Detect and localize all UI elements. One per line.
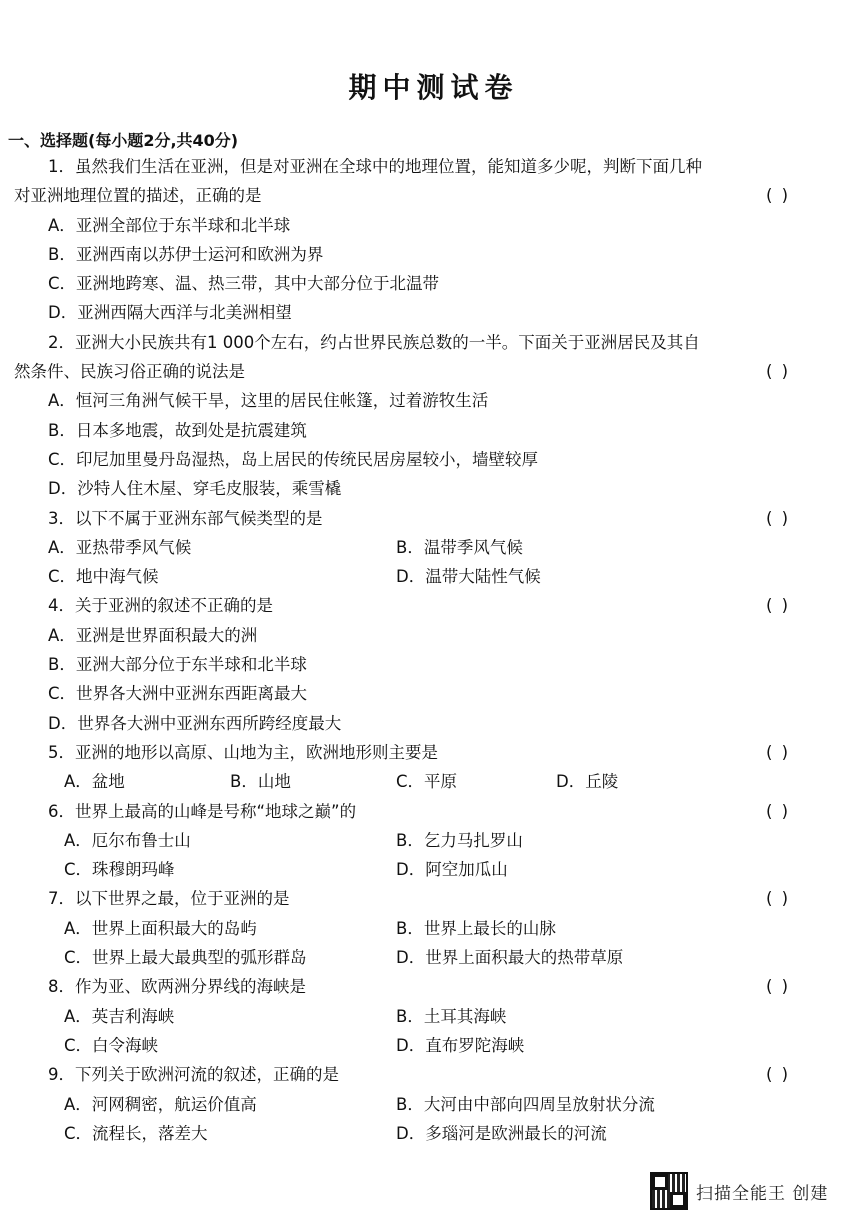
- option-a: A．恒河三角洲气候干旱，这里的居民住帐篷，过着游牧生活: [48, 391, 489, 411]
- question-2-stem-text: 然条件、民族习俗正确的说法是: [14, 362, 245, 382]
- question-5-stem: [0, 738, 867, 767]
- option-row: [0, 1119, 867, 1148]
- answer-blank: ( ): [766, 508, 791, 528]
- question-1-stem: 1．虽然我们生活在亚洲，但是对亚洲在全球中的地理位置，能知道多少呢，判断下面几种: [48, 157, 702, 176]
- option-c: C．珠穆朗玛峰: [64, 860, 175, 880]
- option-d: D．多瑙河是欧洲最长的河流: [396, 1123, 607, 1143]
- option-c: C．白令海峡: [64, 1035, 159, 1055]
- question-4-stem: [0, 591, 867, 620]
- option-c: C．亚洲地跨寒、温、热三带，其中大部分位于北温带: [48, 274, 440, 294]
- question-8-stem: [0, 972, 867, 1001]
- question-list: [0, 152, 867, 1148]
- option-a: A．亚热带季风气候: [48, 537, 192, 557]
- option-c: C．平原: [396, 772, 458, 792]
- option-row: [0, 855, 867, 884]
- option-row: [0, 1002, 867, 1031]
- question-3-stem: [0, 504, 867, 533]
- option-row: [0, 1090, 867, 1119]
- question-1-stem-text: 对亚洲地理位置的描述，正确的是: [14, 186, 262, 206]
- option-b: B．乞力马扎罗山: [396, 830, 523, 850]
- option-b: B．世界上最长的山脉: [396, 918, 556, 938]
- question-9-stem-text: 9．下列关于欧洲河流的叙述，正确的是: [48, 1065, 339, 1085]
- question-7-stem: [0, 884, 867, 913]
- option-d: D．直布罗陀海峡: [396, 1035, 525, 1055]
- answer-blank: ( ): [766, 596, 791, 616]
- option-d: D．世界各大洲中亚洲东西所跨经度最大: [48, 713, 342, 733]
- option-row: [0, 914, 867, 943]
- option-d: D．丘陵: [556, 772, 619, 792]
- option-row: [0, 562, 867, 591]
- option-a: A．英吉利海峡: [64, 1006, 175, 1026]
- option-row: [0, 767, 867, 796]
- page-title: 期中测试卷: [348, 71, 519, 104]
- option-d: D．温带大陆性气候: [396, 567, 541, 587]
- question-9-stem: [0, 1060, 867, 1089]
- option-d: D．亚洲西隔大西洋与北美洲相望: [48, 303, 292, 323]
- option-a: A．亚洲是世界面积最大的洲: [48, 625, 258, 645]
- question-2-stem-cont: [0, 357, 867, 386]
- question-7-stem-text: 7．以下世界之最，位于亚洲的是: [48, 889, 290, 909]
- option-row: [0, 826, 867, 855]
- option-c: C．世界上最大最典型的弧形群岛: [64, 948, 307, 968]
- option-b: B．山地: [230, 772, 291, 792]
- answer-blank: ( ): [766, 362, 791, 382]
- option-c: C．世界各大洲中亚洲东西距离最大: [48, 684, 308, 704]
- answer-blank: ( ): [766, 742, 791, 762]
- answer-blank: ( ): [766, 889, 791, 909]
- option-c: C．地中海气候: [48, 567, 159, 587]
- question-3-stem-text: 3．以下不属于亚洲东部气候类型的是: [48, 508, 323, 528]
- option-d: D．世界上面积最大的热带草原: [396, 948, 624, 968]
- option-c: C．印尼加里曼丹岛湿热，岛上居民的传统民居房屋较小，墙壁较厚: [48, 449, 539, 469]
- option-a: A．河网稠密，航运价值高: [64, 1094, 257, 1114]
- option-a: A．世界上面积最大的岛屿: [64, 918, 257, 938]
- question-1-stem-cont: [0, 181, 867, 210]
- option-c: C．流程长，落差大: [64, 1123, 208, 1143]
- option-b: B．亚洲大部分位于东半球和北半球: [48, 655, 307, 675]
- answer-blank: ( ): [766, 186, 791, 206]
- question-8-stem-text: 8．作为亚、欧两洲分界线的海峡是: [48, 977, 306, 997]
- option-b: B．大河由中部向四周呈放射状分流: [396, 1094, 655, 1114]
- watermark-text: 扫描全能王 创建: [696, 1183, 829, 1204]
- option-b: B．亚洲西南以苏伊士运河和欧洲为界: [48, 244, 324, 264]
- question-6-stem-text: 6．世界上最高的山峰是号称“地球之巅”的: [48, 801, 357, 821]
- option-d: D．阿空加瓜山: [396, 860, 508, 880]
- answer-blank: ( ): [766, 801, 791, 821]
- question-2-stem: 2．亚洲大小民族共有1 000个左右，约占世界民族总数的一半。下面关于亚洲居民及其自: [48, 332, 700, 352]
- question-5-stem-text: 5．亚洲的地形以高原、山地为主，欧洲地形则主要是: [48, 742, 438, 762]
- option-row: [0, 943, 867, 972]
- option-b: B．土耳其海峡: [396, 1006, 507, 1026]
- option-row: [0, 1031, 867, 1060]
- option-d: D．沙特人住木屋、穿毛皮服装，乘雪橇: [48, 479, 342, 499]
- option-row: [0, 533, 867, 562]
- answer-blank: ( ): [766, 977, 791, 997]
- option-b: B．温带季风气候: [396, 537, 523, 557]
- option-a: A．厄尔布鲁士山: [64, 830, 191, 850]
- question-6-stem: [0, 797, 867, 826]
- question-4-stem-text: 4．关于亚洲的叙述不正确的是: [48, 596, 273, 616]
- section-heading: 一、选择题(每小题2分,共40分): [8, 131, 239, 150]
- scanner-watermark: [650, 1172, 828, 1210]
- option-a: A．盆地: [64, 772, 125, 792]
- answer-blank: ( ): [766, 1065, 791, 1085]
- option-b: B．日本多地震，故到处是抗震建筑: [48, 420, 307, 440]
- qr-code-icon: [650, 1172, 688, 1210]
- option-a: A．亚洲全部位于东半球和北半球: [48, 215, 291, 235]
